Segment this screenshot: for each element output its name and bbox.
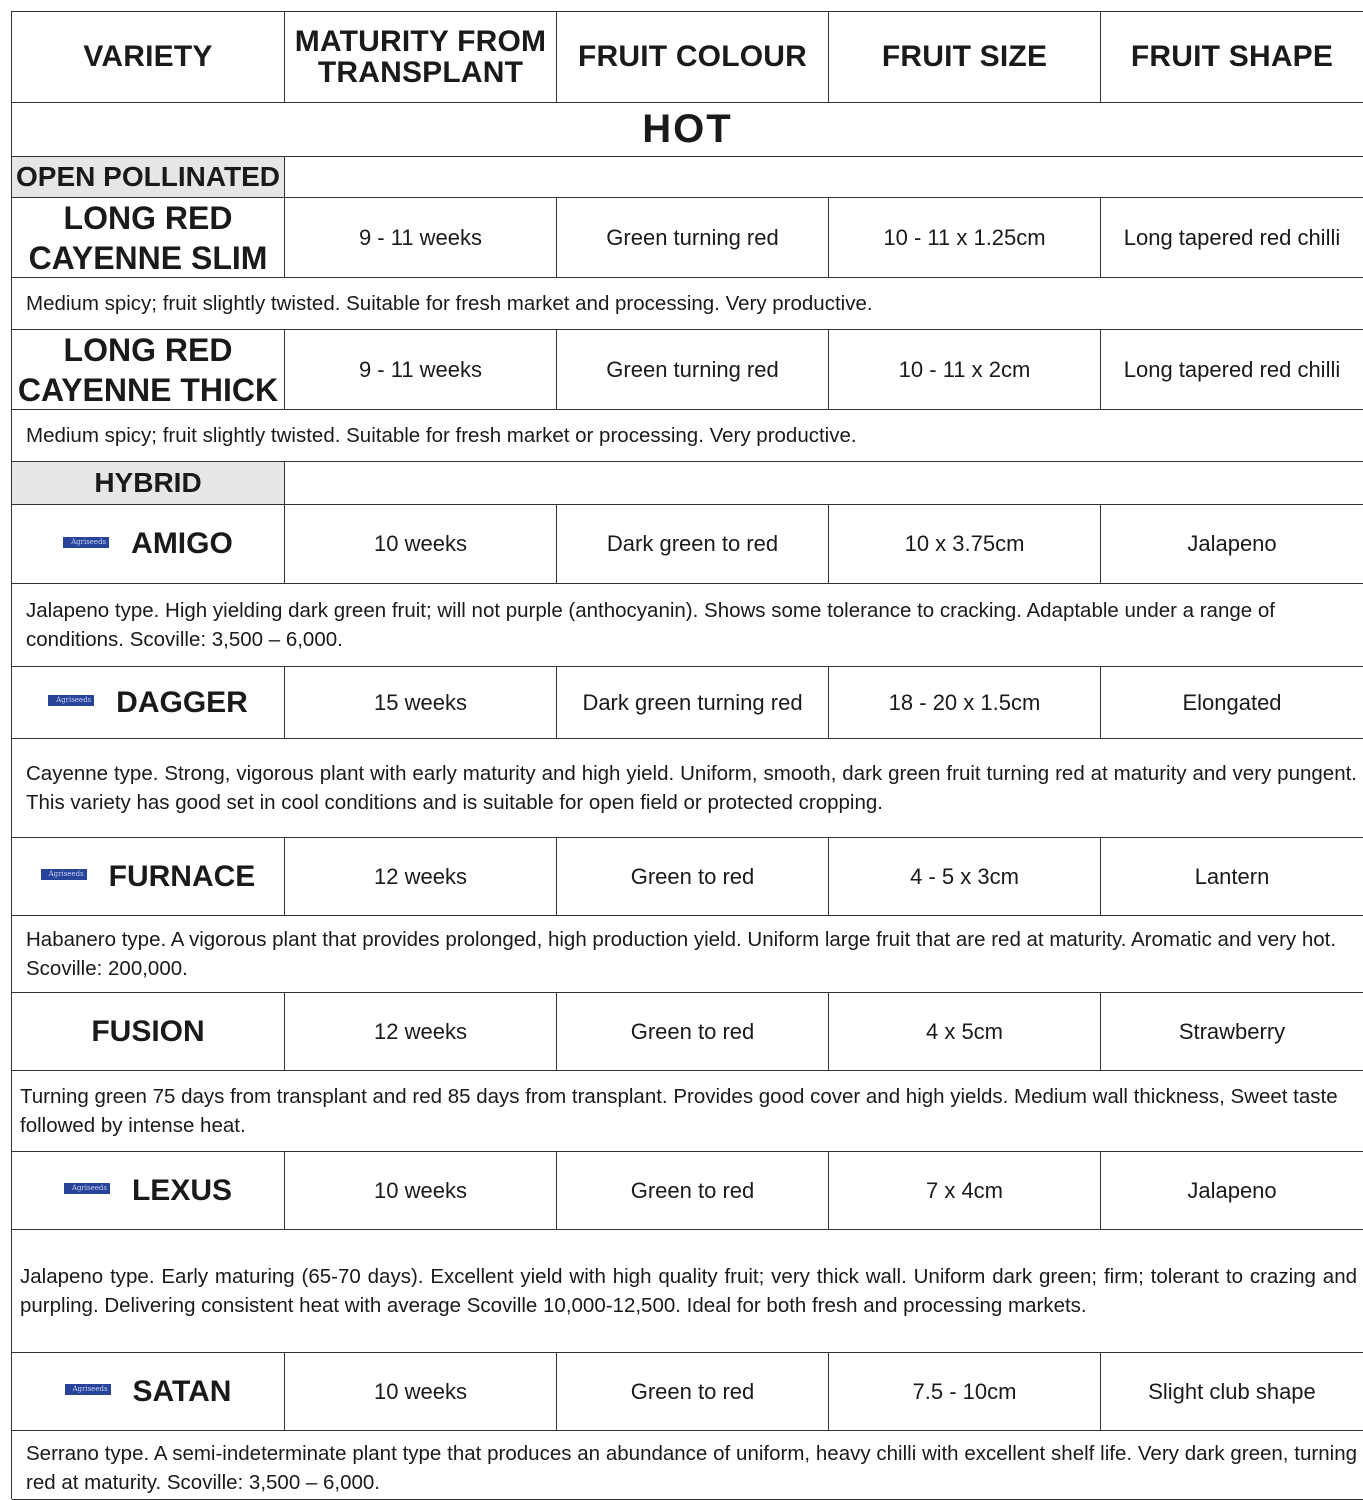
fruit-size-value: 10 - 11 x 2cm xyxy=(829,330,1101,410)
maturity-value: 12 weeks xyxy=(285,993,557,1071)
fruit-size-value: 4 x 5cm xyxy=(829,993,1101,1071)
variety-table xyxy=(11,11,1363,1499)
maturity-value: 12 weeks xyxy=(285,838,557,916)
group-row-spacer xyxy=(285,157,1363,198)
header-fruit-shape: FRUIT SHAPE xyxy=(1101,12,1363,103)
fruit-size-value: 7 x 4cm xyxy=(829,1152,1101,1230)
variety-row xyxy=(12,330,1363,410)
description-row xyxy=(12,916,1363,993)
section-row xyxy=(12,103,1363,157)
description-row xyxy=(12,1071,1363,1152)
variety-name: FURNACE xyxy=(108,859,256,893)
fruit-size-value: 4 - 5 x 3cm xyxy=(829,838,1101,916)
variety-name-cell xyxy=(12,667,285,739)
variety-description: Jalapeno type. Early maturing (65-70 days). Excellent yield with high quality fruit; very thick wall. Uniform dark green; firm; tolerant to crazing and purpling. Delivering consistent heat with average Scoville 10,000-12,500. Ideal for both fresh and processing markets. xyxy=(12,1230,1363,1353)
fruit-size-value: 10 x 3.75cm xyxy=(829,505,1101,584)
variety-name-wrap xyxy=(63,525,233,563)
variety-name: LEXUS xyxy=(131,1173,233,1207)
variety-name-wrap xyxy=(65,1373,232,1411)
fruit-shape-value: Elongated xyxy=(1101,667,1363,739)
variety-description: Cayenne type. Strong, vigorous plant with early maturity and high yield. Uniform, smooth, dark green fruit turning red at maturity and very pungent. This variety has good set in cool conditions and is suitable for open field or protected cropping. xyxy=(12,739,1363,838)
variety-description: Medium spicy; fruit slightly twisted. Suitable for fresh market and processing. Very productive. xyxy=(12,278,1363,330)
fruit-shape-value: Jalapeno xyxy=(1101,505,1363,584)
maturity-value: 15 weeks xyxy=(285,667,557,739)
fruit-shape-value: Long tapered red chilli xyxy=(1101,198,1363,278)
variety-description: Serrano type. A semi-indeterminate plant type that produces an abundance of uniform, heavy chilli with excellent shelf life. Very dark green, turning red at maturity. Scoville: 3,500 – 6,000. xyxy=(12,1431,1363,1500)
group-label-hybrid: HYBRID xyxy=(12,462,285,505)
fruit-colour-value: Green turning red xyxy=(557,198,829,278)
variety-row xyxy=(12,667,1363,739)
maturity-value: 9 - 11 weeks xyxy=(285,198,557,278)
agriseeds-logo-icon: Agriseeds xyxy=(41,869,87,880)
fruit-shape-value: Long tapered red chilli xyxy=(1101,330,1363,410)
variety-name-cell xyxy=(12,1353,285,1431)
fruit-colour-value: Dark green to red xyxy=(557,505,829,584)
variety-description: Jalapeno type. High yielding dark green fruit; will not purple (anthocyanin). Shows some tolerance to cracking. Adaptable under a range of conditions. Scoville: 3,500 – 6,000. xyxy=(12,584,1363,667)
fruit-colour-value: Green to red xyxy=(557,838,829,916)
variety-name-cell xyxy=(12,1152,285,1230)
maturity-value: 9 - 11 weeks xyxy=(285,330,557,410)
variety-name-cell xyxy=(12,505,285,584)
variety-name: LONG RED CAYENNE SLIM xyxy=(12,198,285,278)
variety-row xyxy=(12,505,1363,584)
fruit-colour-value: Green to red xyxy=(557,993,829,1071)
variety-name: AMIGO xyxy=(131,527,233,561)
variety-name-cell xyxy=(12,838,285,916)
variety-name: LONG RED CAYENNE THICK xyxy=(12,330,285,410)
fruit-shape-value: Strawberry xyxy=(1101,993,1363,1071)
header-fruit-colour: FRUIT COLOUR xyxy=(557,12,829,103)
header-maturity: MATURITY FROM TRANSPLANT xyxy=(285,12,557,103)
maturity-value: 10 weeks xyxy=(285,1353,557,1431)
agriseeds-logo-icon: Agriseeds xyxy=(48,695,94,706)
variety-row xyxy=(12,993,1363,1071)
variety-name: DAGGER xyxy=(116,685,248,719)
variety-name: SATAN xyxy=(132,1374,232,1408)
variety-name-wrap xyxy=(41,858,256,896)
agriseeds-logo-icon: Agriseeds xyxy=(64,1183,110,1194)
variety-row xyxy=(12,838,1363,916)
header-fruit-size: FRUIT SIZE xyxy=(829,12,1101,103)
variety-description: Medium spicy; fruit slightly twisted. Suitable for fresh market or processing. Very productive. xyxy=(12,410,1363,462)
fruit-colour-value: Green to red xyxy=(557,1152,829,1230)
fruit-colour-value: Green to red xyxy=(557,1353,829,1431)
fruit-colour-value: Green turning red xyxy=(557,330,829,410)
header-row xyxy=(12,12,1363,103)
description-row xyxy=(12,410,1363,462)
variety-description: Turning green 75 days from transplant and red 85 days from transplant. Provides good cover and high yields. Medium wall thickness, Sweet taste followed by intense heat. xyxy=(12,1071,1363,1152)
fruit-size-value: 10 - 11 x 1.25cm xyxy=(829,198,1101,278)
fruit-colour-value: Dark green turning red xyxy=(557,667,829,739)
variety-row xyxy=(12,198,1363,278)
agriseeds-logo-icon: Agriseeds xyxy=(63,537,109,548)
variety-name: FUSION xyxy=(12,993,285,1071)
description-row xyxy=(12,1230,1363,1353)
fruit-size-value: 18 - 20 x 1.5cm xyxy=(829,667,1101,739)
fruit-shape-value: Lantern xyxy=(1101,838,1363,916)
variety-row xyxy=(12,1152,1363,1230)
maturity-value: 10 weeks xyxy=(285,505,557,584)
description-row xyxy=(12,1431,1363,1500)
description-row xyxy=(12,278,1363,330)
description-row xyxy=(12,584,1363,667)
fruit-size-value: 7.5 - 10cm xyxy=(829,1353,1101,1431)
group-row-spacer xyxy=(285,462,1363,505)
variety-name-wrap xyxy=(48,684,248,722)
maturity-value: 10 weeks xyxy=(285,1152,557,1230)
header-variety: VARIETY xyxy=(12,12,285,103)
fruit-shape-value: Jalapeno xyxy=(1101,1152,1363,1230)
agriseeds-logo-icon: Agriseeds xyxy=(65,1384,111,1395)
variety-name-wrap xyxy=(64,1172,232,1210)
variety-description: Habanero type. A vigorous plant that provides prolonged, high production yield. Uniform large fruit that are red at maturity. Aromatic and very hot. Scoville: 200,000. xyxy=(12,916,1363,993)
group-row-open-pollinated xyxy=(12,157,1363,198)
group-label-open-pollinated: OPEN POLLINATED xyxy=(12,157,285,198)
variety-row xyxy=(12,1353,1363,1431)
group-row-hybrid xyxy=(12,462,1363,505)
fruit-shape-value: Slight club shape xyxy=(1101,1353,1363,1431)
section-title: HOT xyxy=(12,103,1363,157)
description-row xyxy=(12,739,1363,838)
